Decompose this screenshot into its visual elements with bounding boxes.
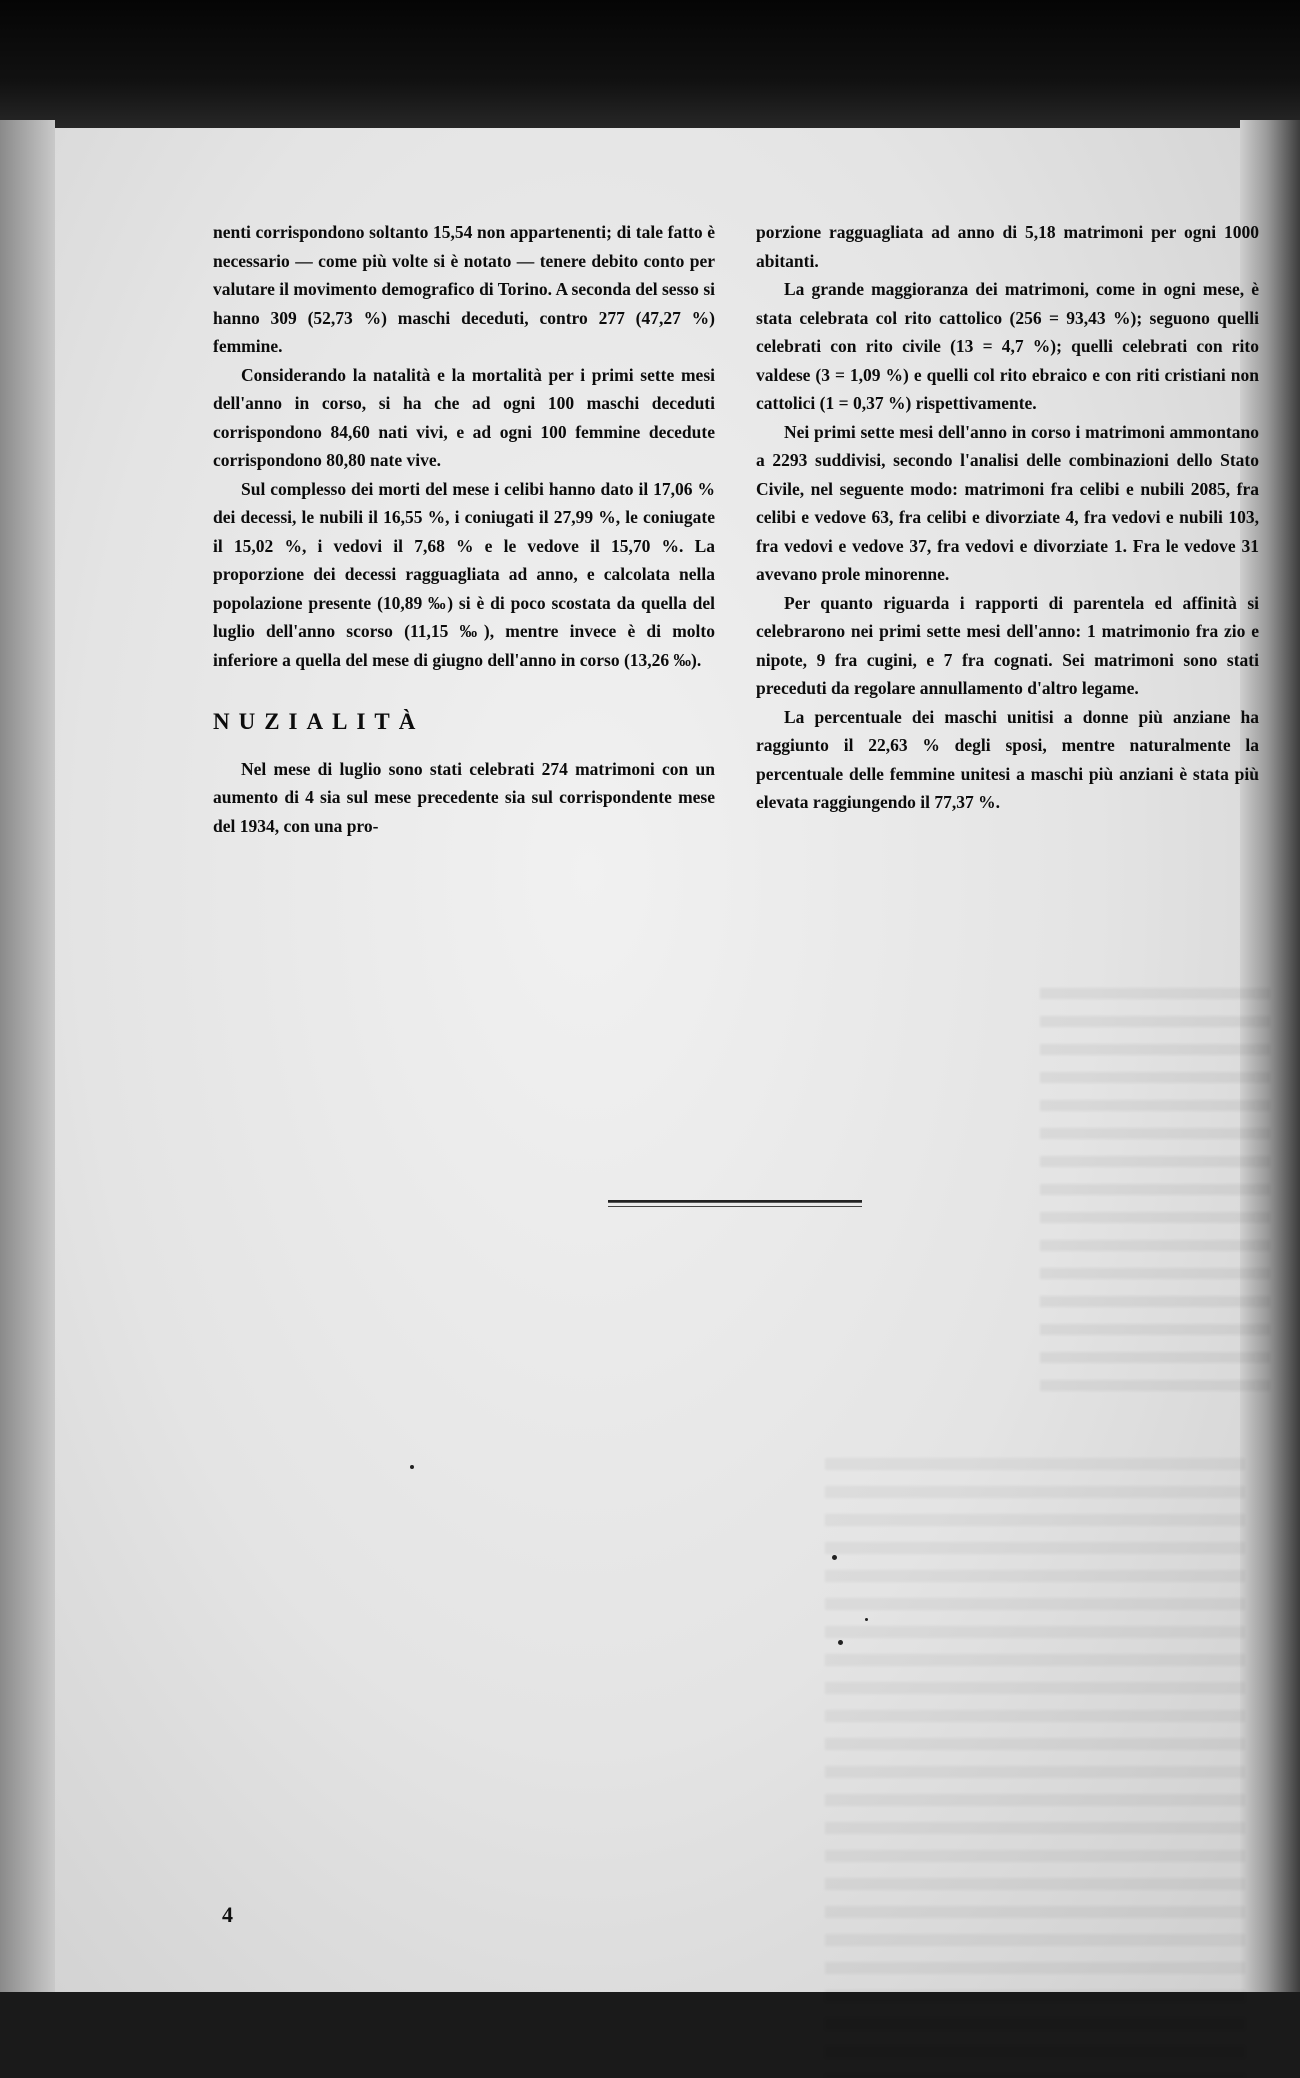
left-paragraph-4: Nel mese di luglio sono stati celebrati 274 matrimoni con un aumento di 4 sia sul mese precedente sia sul corrispondente mese del 1934, con una pro- [213, 758, 715, 836]
left-column [213, 218, 715, 840]
right-paragraph-5: La percentuale dei maschi unitisi a donne più anziane ha raggiunto il 22,63 % degli sposi, mentre naturalmente la percentuale delle femmine unitesi a maschi più anziani è stata più elevata raggiungendo il 77,37 %. [756, 706, 1259, 812]
right-paragraph-4: Per quanto riguarda i rapporti di parentela ed affinità si celebrarono nei primi sette mesi dell'anno: 1 matrimonio fra zio e nipote, 9 fra cugini, e 7 fra cognati. Sei matrimoni sono stati preceduti da regolare annullamento d'altro legame. [756, 592, 1259, 698]
section-divider-rule-lower [608, 1206, 862, 1207]
right-paragraph-1: porzione ragguagliata ad anno di 5,18 matrimoni per ogni 1000 abitanti. [756, 222, 1259, 271]
left-paragraph-1: nenti corrispondono soltanto 15,54 non appartenenti; di tale fatto è necessario — come più volte si è notato — tenere debito conto per valutare il movimento demografico di Torino. A seconda del sesso si hanno 309 (52,73 %) maschi deceduti, contro 277 (47,27 %) femmine. [213, 222, 715, 356]
ink-speck [838, 1640, 843, 1645]
page-number: 4 [222, 1902, 233, 1927]
scan-border-top [0, 0, 1300, 135]
left-paragraph-3: Sul complesso dei morti del mese i celibi hanno dato il 17,06 % dei decessi, le nubili il 16,55 %, i coniugati il 27,99 %, le coniugate il 15,02 %, i vedovi il 7,68 % e le vedove il 15,70 %. La proporzione dei decessi ragguagliata ad anno, e calcolata nella popolazione presente (10,89 ‰) si è di poco scostata da quella del luglio dell'anno scorso (11,15 ‰), mentre invece è di molto inferiore a quella del mese di giugno dell'anno in corso (13,26 ‰). [213, 478, 715, 670]
bleed-through-text-upper [1040, 988, 1270, 1408]
right-column [756, 218, 1259, 817]
section-heading-nuzialita: NUZIALITÀ [213, 709, 425, 734]
left-paragraph-2: Considerando la natalità e la mortalità per i primi sette mesi dell'anno in corso, si ha che ad ogni 100 maschi deceduti corrispondono 84,60 nati vivi, e ad ogni 100 femmine decedute corrispondono 80,80 nate vive. [213, 364, 715, 470]
ink-speck [865, 1618, 868, 1621]
right-paragraph-2: La grande maggioranza dei matrimoni, come in ogni mese, è stata celebrata col rito cattolico (256 = 93,43 %); seguono quelli celebrati con rito civile (13 = 4,7 %); quelli celebrati con rito valdese (3 = 1,09 %) e quelli col rito ebraico e con riti cristiani non cattolici (1 = 0,37 %) rispettivamente. [756, 279, 1259, 413]
section-divider-rule [608, 1200, 862, 1203]
scan-border-left [0, 120, 55, 1992]
bleed-through-text [825, 1458, 1245, 2078]
right-paragraph-3: Nei primi sette mesi dell'anno in corso i matrimoni ammontano a 2293 suddivisi, secondo l'analisi delle combinazioni dello Stato Civile, nel seguente modo: matrimoni fra celibi e nubili 2085, fra celibi e vedove 63, fra celibi e divorziate 4, fra vedovi e nubili 103, fra vedovi e vedove 37, fra vedovi e divorziate 1. Fra le vedove 31 avevano prole minorenne. [756, 421, 1259, 584]
ink-speck [832, 1555, 837, 1560]
ink-speck [410, 1465, 414, 1469]
